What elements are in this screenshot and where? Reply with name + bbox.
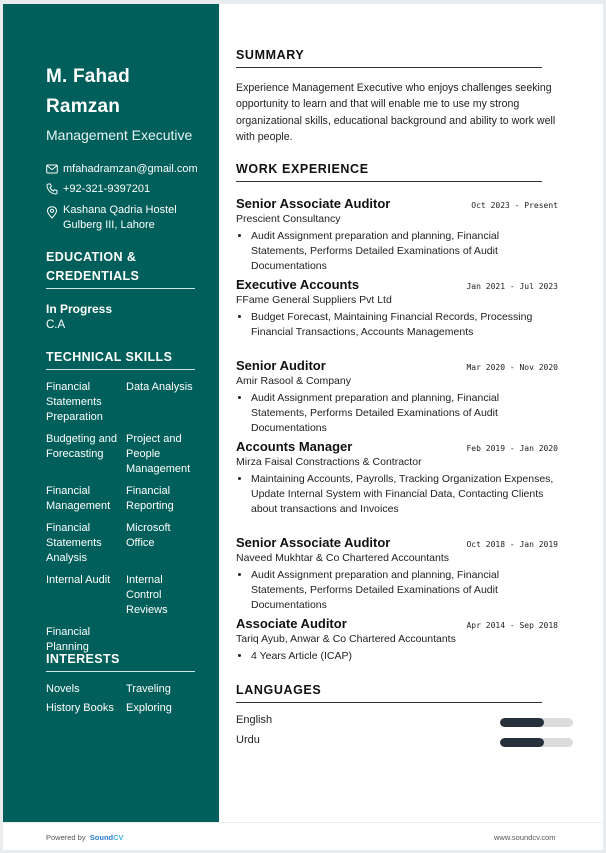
email-text: mfahadramzan@gmail.com <box>63 163 198 175</box>
job-title: Senior Associate Auditor <box>236 535 391 550</box>
language-level-bar <box>500 718 573 727</box>
job-company: FFame General Suppliers Pvt Ltd <box>236 294 392 306</box>
interests-grid <box>46 682 198 716</box>
skill-item: Internal Control Reviews <box>126 574 168 616</box>
brand-part2: CV <box>113 833 124 842</box>
education-heading-line2: CREDENTIALS <box>46 269 140 283</box>
education-heading <box>46 248 195 289</box>
job-dates: Oct 2018 - Jan 2019 <box>466 540 558 549</box>
language-level-bar <box>500 738 573 747</box>
address-text <box>63 203 177 233</box>
skills-grid <box>46 380 198 655</box>
education-credential: C.A <box>46 319 66 331</box>
job-company: Tariq Ayub, Anwar & Co Chartered Accountants <box>236 633 456 645</box>
job-bullet: • Audit Assignment preparation and planning, Financial Statements, Performs Detailed Examinations of Audit Documentations <box>251 229 558 274</box>
job-bullet: • 4 Years Article (ICAP) <box>251 649 558 664</box>
job-company: Amir Rasool & Company <box>236 375 351 387</box>
person-role: Management Executive <box>46 127 193 143</box>
job-company: Prescient Consultancy <box>236 213 341 225</box>
brand-part1: Sound <box>89 833 114 842</box>
language-level-fill <box>500 738 544 747</box>
job-bullet: • Maintaining Accounts, Payrolls, Tracking Organization Expenses, Update Internal System with Financial Data, Contacting Clients about transactions and Invoices <box>251 472 558 517</box>
job-entry <box>236 277 558 340</box>
skill-item: Financial Planning <box>46 626 91 653</box>
summary-text: Experience Management Executive who enjoys challenges seeking opportunity to learn and that will enable me to use my strong organizational skills, educational background and ability to work well with people. <box>236 82 556 143</box>
skill-item: Budgeting and Forecasting <box>46 433 117 460</box>
skill-item: Financial Statements Analysis <box>46 522 102 564</box>
person-name: M. Fahad Ramzan <box>46 66 130 117</box>
mail-icon <box>46 163 58 175</box>
skill-item: Internal Audit <box>46 574 111 586</box>
interest-item: Traveling <box>126 683 171 695</box>
job-entry <box>236 196 558 274</box>
job-bullet: • Audit Assignment preparation and planning, Financial Statements, Performs Detailed Examinations of Audit Documentations <box>251 391 558 436</box>
address-line1: Kashana Qadria Hostel <box>63 204 177 216</box>
job-title: Senior Associate Auditor <box>236 196 391 211</box>
job-title: Associate Auditor <box>236 616 347 631</box>
job-entry <box>236 535 558 613</box>
interest-item: Novels <box>46 683 80 695</box>
contact-address <box>46 203 177 233</box>
summary-heading: SUMMARY <box>236 48 542 68</box>
powered-by-text: Powered by <box>46 833 86 842</box>
skill-item: Financial Management <box>46 485 111 512</box>
languages-heading: LANGUAGES <box>236 683 542 703</box>
job-dates: Oct 2023 - Present <box>471 201 558 210</box>
job-title: Senior Auditor <box>236 358 326 373</box>
language-level-fill <box>500 718 544 727</box>
job-bullet: • Budget Forecast, Maintaining Financial Records, Processing Financial Transactions, Accounts Managements <box>251 310 558 340</box>
job-dates: Mar 2020 - Nov 2020 <box>466 363 558 372</box>
main-content <box>219 4 603 822</box>
skill-item: Microsoft Office <box>126 522 171 549</box>
language-row <box>236 734 558 750</box>
language-row <box>236 714 558 730</box>
job-entry <box>236 439 558 517</box>
sidebar <box>3 4 219 822</box>
education-status: In Progress <box>46 302 113 316</box>
phone-text: +92-321-9397201 <box>63 183 151 195</box>
address-line2: Gulberg III, Lahore <box>63 219 155 231</box>
phone-icon <box>46 183 58 195</box>
job-company: Naveed Mukhtar & Co Chartered Accountants <box>236 552 450 564</box>
job-title: Executive Accounts <box>236 277 360 292</box>
skill-item: Financial Reporting <box>126 485 174 512</box>
job-dates: Jan 2021 - Jul 2023 <box>466 282 558 291</box>
job-bullet: • Audit Assignment preparation and planning, Financial Statements, Performs Detailed Examinations of Audit Documentations <box>251 568 558 613</box>
job-dates: Apr 2014 - Sep 2018 <box>466 621 558 630</box>
education-heading-line1: EDUCATION & <box>46 250 137 264</box>
interest-item: History Books <box>46 702 114 714</box>
skill-item: Financial Statements Preparation <box>46 381 103 423</box>
skill-item: Project and People Management <box>126 433 191 475</box>
location-pin-icon <box>46 206 58 219</box>
language-name: Urdu <box>236 734 260 746</box>
skills-heading: TECHNICAL SKILLS <box>46 348 195 370</box>
job-title: Accounts Manager <box>236 439 353 454</box>
skill-item: Data Analysis <box>126 381 193 393</box>
powered-by <box>46 833 124 842</box>
language-name: English <box>236 714 273 726</box>
contact-phone[interactable] <box>46 182 150 197</box>
contact-email[interactable] <box>46 162 198 177</box>
footer <box>3 822 603 850</box>
job-dates: Feb 2019 - Jan 2020 <box>466 444 558 453</box>
job-entry <box>236 616 558 664</box>
job-company: Mirza Faisal Constractions & Contractor <box>236 456 422 468</box>
experience-heading: WORK EXPERIENCE <box>236 162 542 182</box>
job-entry <box>236 358 558 436</box>
brand-logo[interactable] <box>88 833 124 842</box>
resume-page <box>3 4 603 850</box>
website-link[interactable]: www.soundcv.com <box>494 833 556 842</box>
interest-item: Exploring <box>126 702 172 714</box>
interests-heading: INTERESTS <box>46 650 195 672</box>
